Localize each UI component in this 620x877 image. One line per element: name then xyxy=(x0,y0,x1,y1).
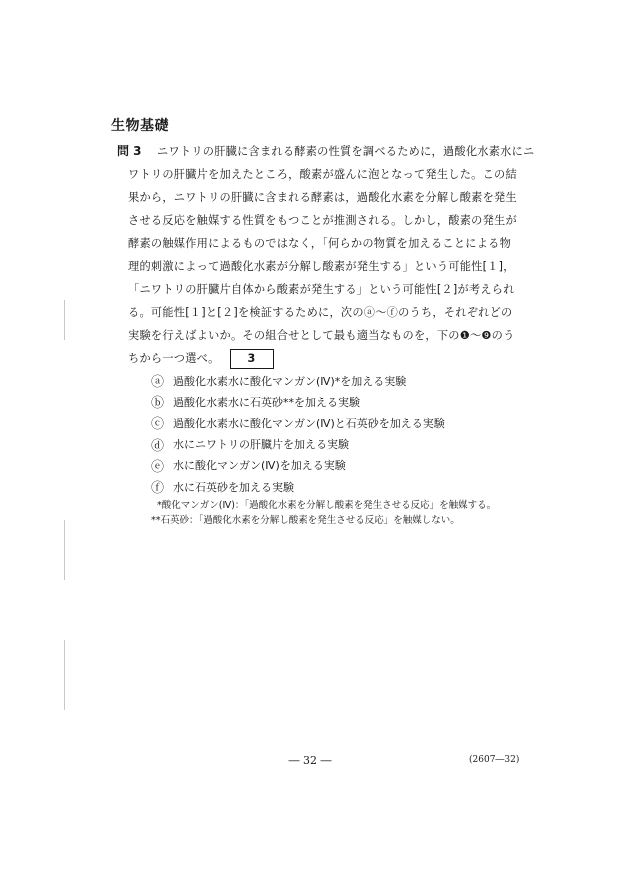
question-line: 果から，ニワトリの肝臓に含まれる酵素は，過酸化水素を分解し酸素を発生 xyxy=(128,191,517,204)
footnote-quartz: **石英砂：「過酸化水素を分解し酸素を発生させる反応」を触媒しない。 xyxy=(151,515,460,526)
subject-heading: 生物基礎 xyxy=(111,118,169,134)
footnote-manganese: *酸化マンガン(Ⅳ)：「過酸化水素を分解し酸素を発生させる反応」を触媒する。 xyxy=(157,500,497,511)
option-text: 水に酸化マンガン(Ⅳ)を加える実験 xyxy=(173,459,346,473)
option-f xyxy=(151,476,445,497)
footnotes xyxy=(151,498,496,528)
question-last-text: ちから一つ選べ。 xyxy=(128,352,220,365)
answer-box[interactable]: 3 xyxy=(230,349,274,369)
option-text: 過酸化水素水に石英砂**を加える実験 xyxy=(173,395,360,409)
options-list xyxy=(151,370,445,497)
option-mark: ⓐ xyxy=(151,375,165,391)
scan-mark xyxy=(64,300,65,340)
question-number: 問 3 xyxy=(117,144,142,158)
option-text: 水に石英砂を加える実験 xyxy=(173,480,294,494)
option-mark: ⓑ xyxy=(151,396,165,412)
question-line: ニワトリの肝臓に含まれる酵素の性質を調べるために，過酸化水素水にニ xyxy=(157,145,535,158)
question-text-continued xyxy=(128,163,517,370)
question-text xyxy=(157,140,534,163)
question-line: 「ニワトリの肝臓片自体から酸素が発生する」という可能性[２]が考えられ xyxy=(128,283,515,296)
option-e xyxy=(151,455,445,476)
option-c xyxy=(151,412,445,433)
option-mark: ⓕ xyxy=(151,481,165,497)
question-line: 理的刺激によって過酸化水素が分解し酸素が発生する」という可能性[１]， xyxy=(128,260,515,273)
option-mark: ⓓ xyxy=(151,438,165,454)
question-line: る。可能性[１]と[２]を検証するために，次のⓐ～ⓕのうち，それぞれどの xyxy=(128,306,513,319)
option-d xyxy=(151,434,445,455)
option-b xyxy=(151,391,445,412)
question-line: 酵素の触媒作用によるものではなく，「何らかの物質を加えることによる物 xyxy=(128,237,512,250)
option-text: 水にニワトリの肝臓片を加える実験 xyxy=(173,438,349,452)
option-mark: ⓔ xyxy=(151,459,165,475)
question-line: ワトリの肝臓片を加えたところ，酸素が盛んに泡となって発生した。この結 xyxy=(128,168,517,181)
scan-mark xyxy=(64,640,65,710)
question-line: させる反応を触媒する性質をもつことが推測される。しかし，酸素の発生が xyxy=(128,214,517,227)
exam-code: (2607―32) xyxy=(469,755,520,765)
question-line-last xyxy=(128,347,517,370)
scan-mark xyxy=(64,520,65,580)
option-mark: ⓒ xyxy=(151,417,165,433)
page-number: ― 32 ― xyxy=(288,754,332,767)
option-text: 過酸化水素水に酸化マンガン(Ⅳ)と石英砂を加える実験 xyxy=(173,416,445,430)
question-line: 実験を行えばよいか。その組合せとして最も適当なものを，下の❶～❾のう xyxy=(128,329,515,342)
option-a xyxy=(151,370,445,391)
question-block xyxy=(117,140,535,370)
option-text: 過酸化水素水に酸化マンガン(Ⅳ)*を加える実験 xyxy=(173,374,407,388)
